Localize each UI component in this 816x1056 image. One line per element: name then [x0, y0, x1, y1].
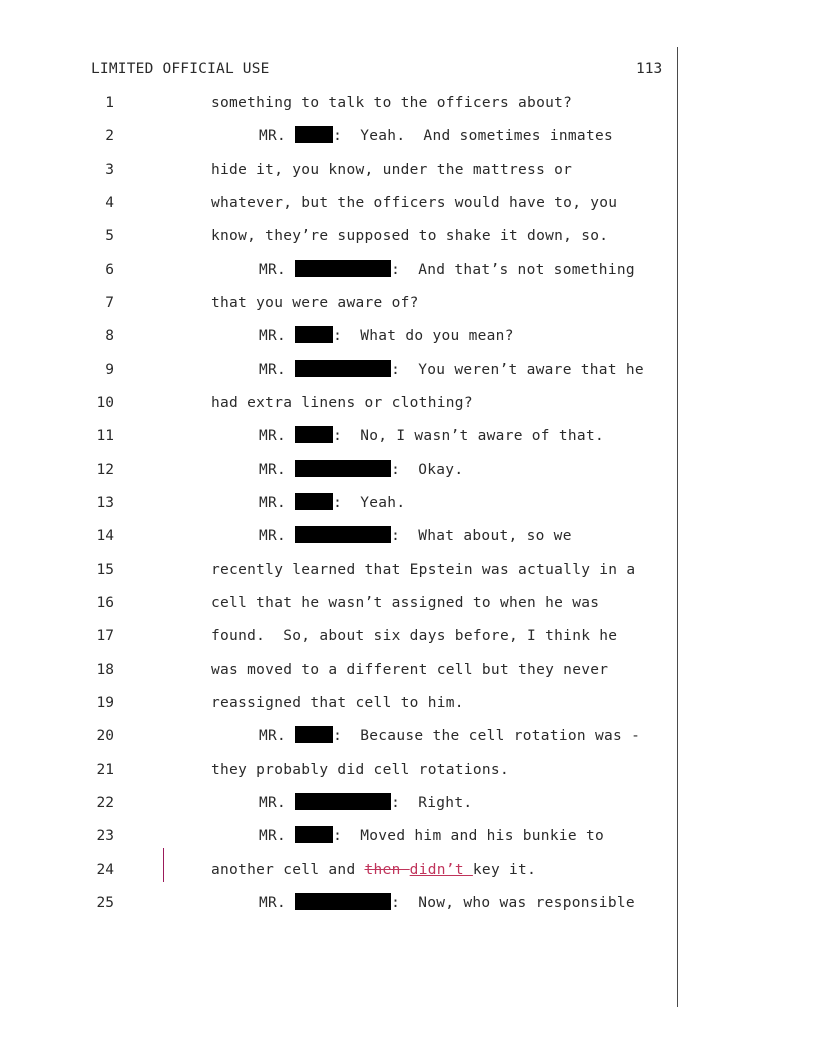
- speech-text: : Moved him and his bunkie to: [333, 828, 605, 844]
- speaker-prefix: MR.: [259, 495, 296, 511]
- classification-marking: LIMITED OFFICIAL USE: [91, 61, 270, 77]
- transcript-line: [0, 460, 816, 480]
- transcript-line: [0, 893, 816, 913]
- line-number: 23: [96, 828, 114, 844]
- speaker-prefix: MR.: [259, 728, 296, 744]
- tracked-change-line: [211, 860, 536, 880]
- line-number: 22: [96, 795, 114, 811]
- speech-text: : Right.: [391, 795, 473, 811]
- redaction-box: [295, 726, 333, 743]
- speaker-prefix: MR.: [259, 428, 296, 444]
- line-number: 10: [96, 395, 114, 411]
- transcript-line: [0, 726, 816, 746]
- redaction-box: [295, 793, 391, 810]
- speaker-line: [259, 360, 644, 380]
- speaker-prefix: MR.: [259, 362, 296, 378]
- speaker-prefix: MR.: [259, 828, 296, 844]
- line-number: 8: [105, 328, 114, 344]
- line-text: found. So, about six days before, I think he: [211, 628, 618, 644]
- speech-text: : Yeah. And sometimes inmates: [333, 128, 614, 144]
- line-text-tail: key it.: [472, 862, 537, 878]
- inserted-text: didn’t: [409, 862, 473, 878]
- speaker-prefix: MR.: [259, 262, 296, 278]
- line-number: 15: [96, 562, 114, 578]
- transcript-line: [0, 626, 816, 646]
- transcript-line: [0, 226, 816, 246]
- transcript-line: [0, 760, 816, 780]
- speaker-prefix: MR.: [259, 795, 296, 811]
- line-text: reassigned that cell to him.: [211, 695, 464, 711]
- transcript-line: [0, 293, 816, 313]
- line-text: hide it, you know, under the mattress or: [211, 162, 573, 178]
- line-text: something to talk to the officers about?: [211, 95, 573, 111]
- transcript-line: [0, 93, 816, 113]
- transcript-line: [0, 826, 816, 846]
- speaker-line: [259, 726, 640, 746]
- line-number: 25: [96, 895, 114, 911]
- speech-text: : You weren’t aware that he: [391, 362, 644, 378]
- line-number: 4: [105, 195, 114, 211]
- line-text: know, they’re supposed to shake it down, so.: [211, 228, 609, 244]
- transcript-line: [0, 560, 816, 580]
- line-text: was moved to a different cell but they never: [211, 662, 609, 678]
- redaction-box: [295, 126, 333, 143]
- line-text: that you were aware of?: [211, 295, 419, 311]
- transcript-line: [0, 593, 816, 613]
- transcript-line: [0, 793, 816, 813]
- speech-text: : And that’s not something: [391, 262, 635, 278]
- line-number: 16: [96, 595, 114, 611]
- speech-text: : Now, who was responsible: [391, 895, 635, 911]
- speaker-prefix: MR.: [259, 895, 296, 911]
- speaker-prefix: MR.: [259, 462, 296, 478]
- transcript-line: [0, 160, 816, 180]
- speaker-line: [259, 526, 572, 546]
- speech-text: : Okay.: [391, 462, 464, 478]
- line-text: whatever, but the officers would have to, you: [211, 195, 618, 211]
- line-number: 20: [96, 728, 114, 744]
- speaker-line: [259, 126, 613, 146]
- transcript-line: [0, 393, 816, 413]
- redaction-box: [295, 493, 333, 510]
- redaction-box: [295, 260, 391, 277]
- redaction-box: [295, 360, 391, 377]
- speaker-line: [259, 326, 514, 346]
- speaker-prefix: MR.: [259, 528, 296, 544]
- transcript-line: [0, 193, 816, 213]
- speech-text: : No, I wasn’t aware of that.: [333, 428, 605, 444]
- redaction-box: [295, 426, 333, 443]
- line-text: another cell and: [211, 862, 365, 878]
- line-number: 14: [96, 528, 114, 544]
- line-number: 11: [96, 428, 114, 444]
- redaction-box: [295, 460, 391, 477]
- transcript-line: [0, 526, 816, 546]
- redaction-box: [295, 326, 333, 343]
- transcript-line: [0, 260, 816, 280]
- line-number: 13: [96, 495, 114, 511]
- line-number: 12: [96, 462, 114, 478]
- speech-text: : What about, so we: [391, 528, 572, 544]
- line-text: they probably did cell rotations.: [211, 762, 509, 778]
- speaker-line: [259, 493, 405, 513]
- line-text: recently learned that Epstein was actually in a: [211, 562, 636, 578]
- speaker-prefix: MR.: [259, 328, 296, 344]
- line-text: cell that he wasn’t assigned to when he was: [211, 595, 600, 611]
- speaker-line: [259, 893, 635, 913]
- line-number: 7: [105, 295, 114, 311]
- transcript-line: [0, 860, 816, 880]
- speech-text: : What do you mean?: [333, 328, 514, 344]
- speaker-line: [259, 460, 463, 480]
- line-number: 3: [105, 162, 114, 178]
- transcript-line: [0, 360, 816, 380]
- line-number: 6: [105, 262, 114, 278]
- speech-text: : Yeah.: [333, 495, 406, 511]
- line-number: 5: [105, 228, 114, 244]
- transcript-line: [0, 693, 816, 713]
- transcript-line: [0, 493, 816, 513]
- line-number: 18: [96, 662, 114, 678]
- line-text: had extra linens or clothing?: [211, 395, 473, 411]
- line-number: 1: [105, 95, 114, 111]
- line-number: 24: [96, 862, 114, 878]
- speech-text: : Because the cell rotation was -: [333, 728, 641, 744]
- speaker-line: [259, 793, 472, 813]
- deleted-text: then: [364, 862, 410, 878]
- speaker-line: [259, 260, 635, 280]
- speaker-prefix: MR.: [259, 128, 296, 144]
- line-number: 21: [96, 762, 114, 778]
- speaker-line: [259, 826, 604, 846]
- redaction-box: [295, 526, 391, 543]
- line-number: 17: [96, 628, 114, 644]
- transcript-line: [0, 426, 816, 446]
- line-number: 9: [105, 362, 114, 378]
- line-number: 19: [96, 695, 114, 711]
- redaction-box: [295, 826, 333, 843]
- transcript-line: [0, 326, 816, 346]
- line-number: 2: [105, 128, 114, 144]
- redaction-box: [295, 893, 391, 910]
- transcript-line: [0, 660, 816, 680]
- page-number: 113: [636, 61, 663, 77]
- speaker-line: [259, 426, 604, 446]
- transcript-line: [0, 126, 816, 146]
